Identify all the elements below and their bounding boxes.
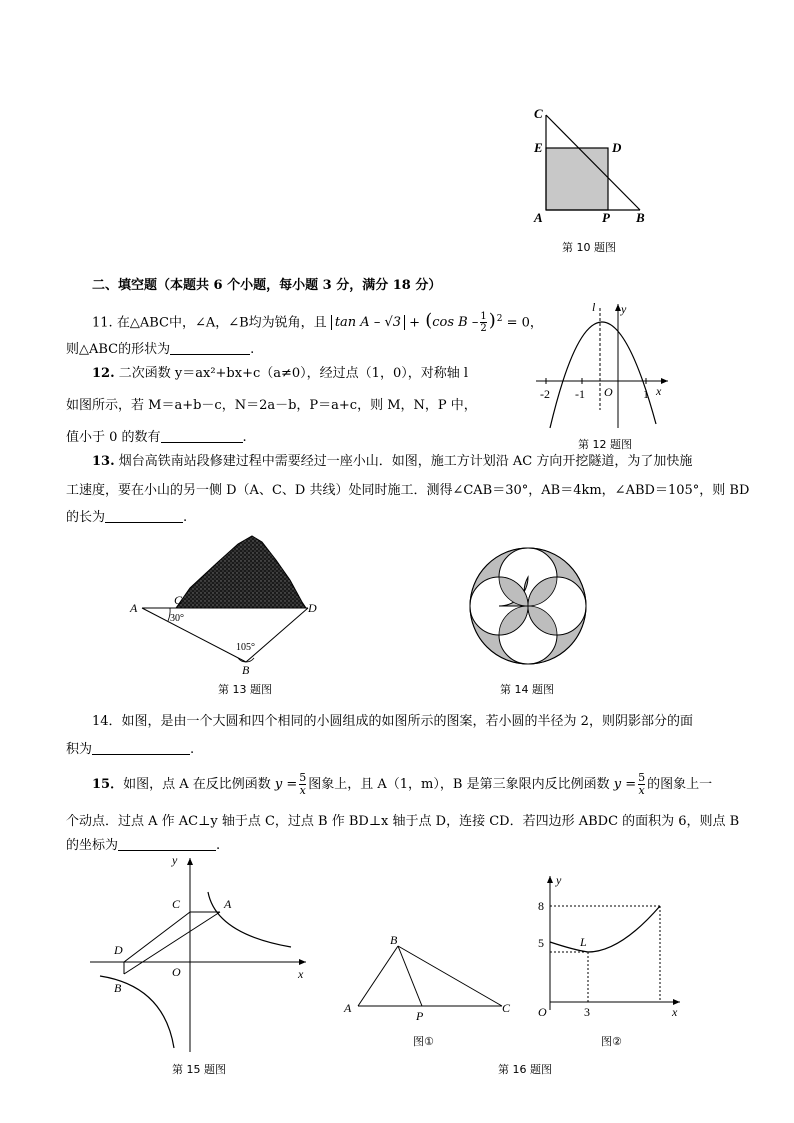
tick-5: 5 <box>538 936 544 950</box>
q15-text1b: 图象上，且 A（1，m），B 是第三象限内反比例函数 <box>308 777 610 792</box>
label-y: y <box>172 853 178 867</box>
q11-half-den: 2 <box>480 323 487 335</box>
q13-question: 的长为 <box>66 510 106 525</box>
label-E: E <box>534 140 543 155</box>
q11-end: . <box>250 342 255 357</box>
q15-line1 <box>92 772 712 798</box>
fig16-caption: 第 16 题图 <box>498 1063 552 1076</box>
section-title: 二、填空题（本题共 6 个小题，每小题 3 分，满分 18 分） <box>92 278 442 293</box>
q11-line2 <box>66 340 254 360</box>
fig16-sub2: 图② <box>601 1035 622 1048</box>
angle-105: 105° <box>236 642 255 653</box>
label-y: y <box>621 302 627 316</box>
figure-16-1 <box>340 930 520 1026</box>
label-D: D <box>308 601 317 615</box>
fig15-caption: 第 15 题图 <box>172 1063 226 1076</box>
label-C: C <box>502 1001 511 1015</box>
label-x: x <box>656 384 662 398</box>
q12-line2: 如图所示，若 M＝a+b－c，N＝2a－b，P＝a+c，则 M，N，P 中， <box>66 398 477 413</box>
q11-exponent: 2 <box>496 314 503 324</box>
figure-16-2 <box>530 870 690 1020</box>
q12-question: 值小于 0 的数有 <box>66 430 161 445</box>
fig16-sub1: 图① <box>413 1035 434 1048</box>
q13-line3 <box>66 508 187 528</box>
fig13-caption: 第 13 题图 <box>218 683 272 696</box>
q12-number: 12. <box>92 366 115 381</box>
tick-1: 1 <box>643 387 649 401</box>
label-A: A <box>344 1001 352 1015</box>
q15-frac1-num: 5 <box>299 771 307 784</box>
label-D: D <box>114 943 123 957</box>
q13-text1: 烟台高铁南站段修建过程中需要经过一座小山．如图，施工方计划沿 AC 方向开挖隧道，为了加快施 <box>118 454 693 469</box>
q15-end: . <box>216 838 221 853</box>
q14-end: . <box>190 742 195 757</box>
q12-answer-blank[interactable] <box>161 428 243 443</box>
q15-question: 的坐标为 <box>66 838 119 853</box>
q11-abs-tan: tan A – √3 <box>331 315 405 330</box>
q11-tail: = 0， <box>506 315 543 331</box>
label-x: x <box>672 1005 678 1019</box>
fig10-caption: 第 10 题图 <box>562 241 616 254</box>
figure-14 <box>466 544 590 668</box>
label-L: L <box>580 935 587 949</box>
q11-text: 在△ABC中，∠A，∠B均为锐角，且 <box>116 315 327 331</box>
label-D: D <box>612 140 622 155</box>
q15-frac2 <box>638 772 645 797</box>
q11-number: 11. <box>92 315 113 331</box>
q13-number: 13. <box>92 454 115 469</box>
label-P: P <box>416 1009 424 1023</box>
q13-answer-blank[interactable] <box>105 508 183 523</box>
label-B: B <box>636 210 645 225</box>
label-C: C <box>534 106 543 121</box>
mountain-shape <box>176 536 306 608</box>
label-A: A <box>130 601 138 615</box>
tick-8: 8 <box>538 899 544 913</box>
q15-text1c: 的图象上一 <box>647 777 713 792</box>
tick-neg2: -2 <box>540 387 550 401</box>
q15-y-eq-2: y = <box>613 777 637 792</box>
q15-frac2-num: 5 <box>638 771 646 784</box>
label-C: C <box>172 897 181 911</box>
q14-answer-blank[interactable] <box>92 740 190 755</box>
q11-cos: cos B – <box>432 315 479 331</box>
q14-line1 <box>92 712 693 732</box>
fig14-caption: 第 14 题图 <box>500 683 554 696</box>
q15-frac2-den: x <box>638 784 645 797</box>
q12-line3 <box>66 428 247 448</box>
q12-line1 <box>92 364 468 384</box>
q14-question: 积为 <box>66 742 93 757</box>
label-A: A <box>224 897 232 911</box>
q15-frac1-den: x <box>299 784 306 797</box>
q11-line1: 11. 在△ABC中，∠A，∠B均为锐角，且 tan A – √3 + (cos B – $\frac{1}{2}$ )$^2$ = 0， <box>92 310 543 335</box>
q11-half-num: 1 <box>480 311 487 323</box>
fig12-caption: 第 12 题图 <box>578 438 632 451</box>
q12-end: . <box>242 430 247 445</box>
q13-end: . <box>183 510 188 525</box>
angle-30: 30° <box>170 613 184 624</box>
q13-line2: 工速度，要在小山的另一侧 D（A、C、D 共线）处同时施工．测得∠CAB＝30°，AB＝4km，∠ABD＝105°，则 BD <box>66 483 750 498</box>
q15-answer-blank[interactable] <box>118 836 216 851</box>
label-B: B <box>242 663 250 677</box>
label-B: B <box>114 981 122 995</box>
q15-line2: 个动点．过点 A 作 AC⊥y 轴于点 C，过点 B 作 BD⊥x 轴于点 D，连接 CD．若四边形 ABDC 的面积为 6，则点 B <box>66 814 740 829</box>
q11-question: 则△ABC的形状为 <box>66 342 171 357</box>
q11-paren-cos: (cos B – $\frac{1}{2}$ ) <box>425 310 496 335</box>
q14-text1: 如图，是由一个大圆和四个相同的小圆组成的如图所示的图案，若小圆的半径为 2，则阴影部分的面 <box>121 714 693 729</box>
label-B: B <box>390 933 398 947</box>
q15-frac1 <box>299 772 306 797</box>
label-O: O <box>604 385 613 399</box>
label-P: P <box>602 210 610 225</box>
label-y: y <box>556 873 562 887</box>
q13-line1 <box>92 452 692 472</box>
label-O: O <box>538 1005 547 1019</box>
figure-10 <box>520 100 660 230</box>
tick-neg1: -1 <box>575 387 585 401</box>
q14-number: 14． <box>92 714 122 729</box>
label-A: A <box>534 210 543 225</box>
q12-text1: 二次函数 y＝ax²+bx+c（a≠0），经过点（1，0），对称轴 l <box>118 366 469 381</box>
label-C: C <box>174 593 183 607</box>
q11-half <box>480 311 486 334</box>
tick-3: 3 <box>584 1005 590 1019</box>
q11-answer-blank[interactable] <box>170 340 250 355</box>
figure-13 <box>128 528 328 678</box>
q15-number: 15． <box>92 777 124 792</box>
q14-line2 <box>66 740 194 760</box>
label-x: x <box>298 967 304 981</box>
q15-text1a: 如图，点 A 在反比例函数 <box>123 777 271 792</box>
figure-12 <box>528 298 678 438</box>
figure-15 <box>86 852 312 1057</box>
label-O: O <box>172 965 181 979</box>
q15-y-eq-1: y = <box>274 777 298 792</box>
label-l: l <box>592 300 596 314</box>
